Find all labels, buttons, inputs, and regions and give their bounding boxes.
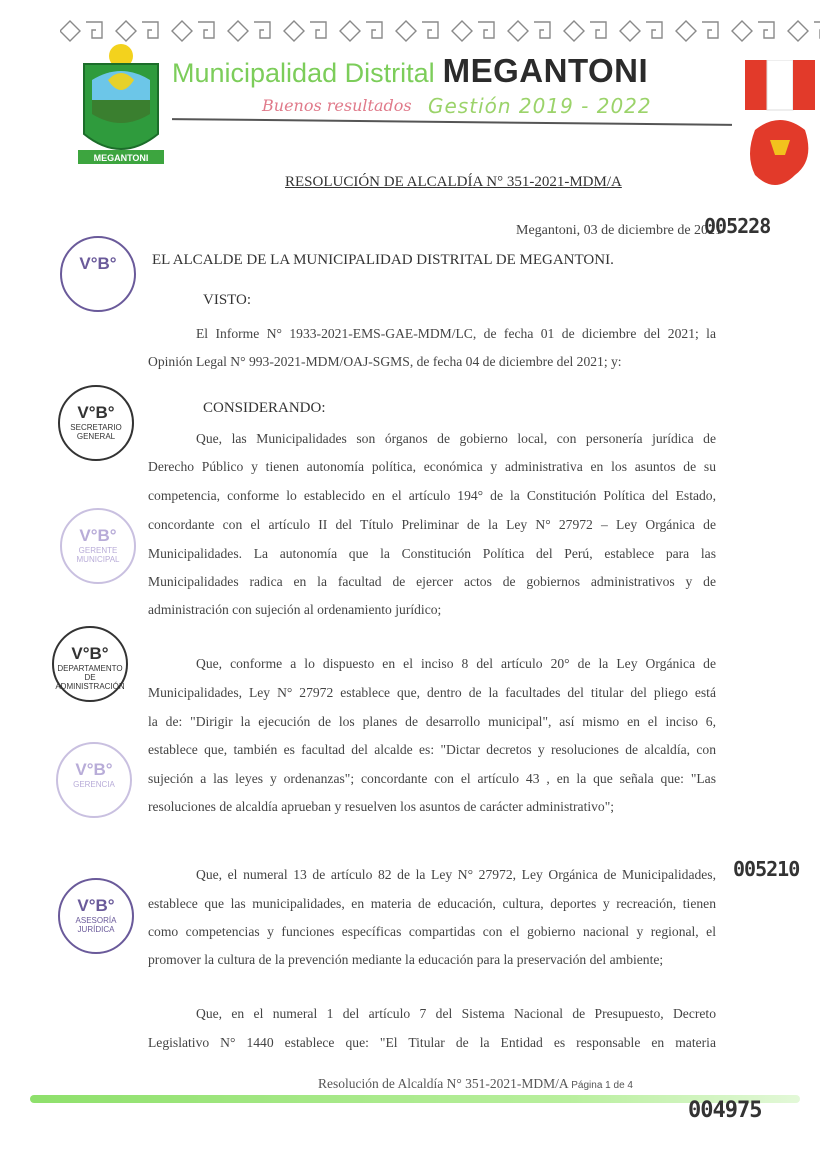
approval-seal [60, 236, 136, 312]
pattern-motif [620, 21, 662, 41]
approval-seal [58, 878, 134, 954]
document-date: Megantoni, 03 de diciembre de 2021 [516, 223, 723, 238]
visto-line: El Informe N° 1933-2021-EMS-GAE-MDM/LC, de fecha 01 de diciembre del 2021; la [196, 326, 716, 341]
page-number: Página 1 de 4 [571, 1080, 633, 1091]
seal-vb: V°B° [75, 760, 113, 779]
pattern-motif [788, 21, 820, 41]
municipality-logo [78, 40, 164, 170]
visto-label: VISTO: [203, 292, 252, 308]
pattern-motif [676, 21, 718, 41]
paragraph-line: Legislativo N° 1440 establece que: "El Titular de la Entidad es responsable en materia [148, 1035, 716, 1050]
peru-coat-of-arms-icon [745, 60, 815, 210]
paragraph-line: concordante con el artículo II del Título Preliminar de la Ley N° 27972 – Ley Orgánica de [148, 517, 716, 532]
paragraph-line: la de: "Dirigir la ejecución de los planes de desarrollo municipal", así mismo en el inciso 6, [148, 714, 716, 729]
seal-vb: V°B° [71, 644, 109, 663]
pattern-motif [60, 21, 102, 41]
issuer-heading: EL ALCALDE DE LA MUNICIPALIDAD DISTRITAL DE MEGANTONI. [152, 252, 614, 268]
pattern-motif [340, 21, 382, 41]
decorative-pattern [60, 14, 820, 48]
paragraph-line: resoluciones de alcaldía aprueban y resuelven los asuntos de carácter administrativo"; [148, 799, 615, 814]
brand-title [172, 52, 648, 90]
slogan-left: Buenos resultados [262, 96, 412, 115]
paragraph-line: establece que, también es facultad del alcalde es: "Dictar decretos y resoluciones de alcaldía, con [148, 742, 716, 757]
paragraph-line: Municipalidades. La autonomía que la Constitución Política del Perú, establece para las [148, 546, 716, 561]
slogan-right: Gestión 2019 - 2022 [428, 94, 652, 118]
approval-seal [52, 626, 128, 702]
pattern-motif [396, 21, 438, 41]
seal-role: DEPARTAMENTO DE ADMINISTRACIÓN [55, 664, 125, 691]
paragraph-line: Que, las Municipalidades son órganos de gobierno local, con personería jurídica de [196, 431, 716, 446]
seal-vb: V°B° [79, 526, 117, 545]
page-footer [318, 1076, 633, 1092]
pattern-motif [508, 21, 550, 41]
brand-name: MEGANTONI [442, 52, 649, 89]
approval-seal [58, 385, 134, 461]
paragraph-line: sujeción a las leyes y ordenanzas"; concordante con el artículo 43 , en la que señala que: "Las [148, 771, 716, 786]
seal-role: ASESORÍA JURÍDICA [75, 916, 117, 934]
paragraph-line: Que, el numeral 13 de artículo 82 de la Ley N° 27972, Ley Orgánica de Municipalidades, [196, 867, 716, 882]
pattern-motif [564, 21, 606, 41]
pattern-motif [116, 21, 158, 41]
paragraph-line: promover la cultura de la prevención mediante la educación para la preservación del ambiente; [148, 952, 664, 967]
seal-role: GERENCIA [73, 780, 115, 789]
seal-vb: V°B° [77, 403, 115, 422]
approval-seal [56, 742, 132, 818]
document-title: RESOLUCIÓN DE ALCALDÍA N° 351-2021-MDM/A [285, 174, 622, 190]
paragraph-line: Que, conforme a lo dispuesto en el inciso 8 del artículo 20° de la Ley Orgánica de [196, 656, 716, 671]
paragraph-line: Derecho Público y tienen autonomía política, económica y administrativa en los asuntos de su [148, 459, 716, 474]
visto-line: Opinión Legal N° 993-2021-MDM/OAJ-SGMS, de fecha 04 de diciembre del 2021; y: [148, 354, 622, 369]
paragraph-line: como competencias y funciones específicas compartidas con el gobierno nacional y regional, el [148, 924, 716, 939]
pattern-motif [284, 21, 326, 41]
paragraph-line: Municipalidades radica en la facultad de ejercer actos de gobiernos administrativos y de [148, 574, 716, 589]
paragraph-line: administración con sujeción al ordenamiento jurídico; [148, 602, 442, 617]
pattern-motif [732, 21, 774, 41]
seal-vb: V°B° [77, 896, 115, 915]
paragraph-line: competencia, conforme lo establecido en el artículo 194° de la Constitución Política del Estado, [148, 488, 716, 503]
considerando-label: CONSIDERANDO: [203, 400, 326, 416]
footer-reference: Resolución de Alcaldía N° 351-2021-MDM/A [318, 1076, 568, 1091]
svg-text:MEGANTONI: MEGANTONI [93, 153, 149, 163]
header-rule [172, 118, 732, 126]
paragraph-line: establece que las municipalidades, en materia de educación, cultura, deportes y recreación, tienen [148, 896, 716, 911]
paragraph-line: Que, en el numeral 1 del artículo 7 del Sistema Nacional de Presupuesto, Decreto [196, 1006, 716, 1021]
seal-vb: V°B° [79, 254, 117, 273]
folio-number-mid: 005210 [733, 857, 800, 881]
seal-role: GERENTE MUNICIPAL [76, 546, 120, 564]
approval-seal [60, 508, 136, 584]
footer-bar [30, 1095, 800, 1103]
pattern-motif [228, 21, 270, 41]
paragraph-line: Municipalidades, Ley N° 27972 establece que, dentro de la facultades del titular del pliego está [148, 685, 716, 700]
folio-number-top: 005228 [704, 214, 771, 238]
folio-number-bottom: 004975 [688, 1098, 762, 1123]
seal-role: SECRETARIO GENERAL [70, 423, 122, 441]
pattern-motif [172, 21, 214, 41]
pattern-motif [452, 21, 494, 41]
brand-prefix: Municipalidad Distrital [172, 58, 435, 88]
